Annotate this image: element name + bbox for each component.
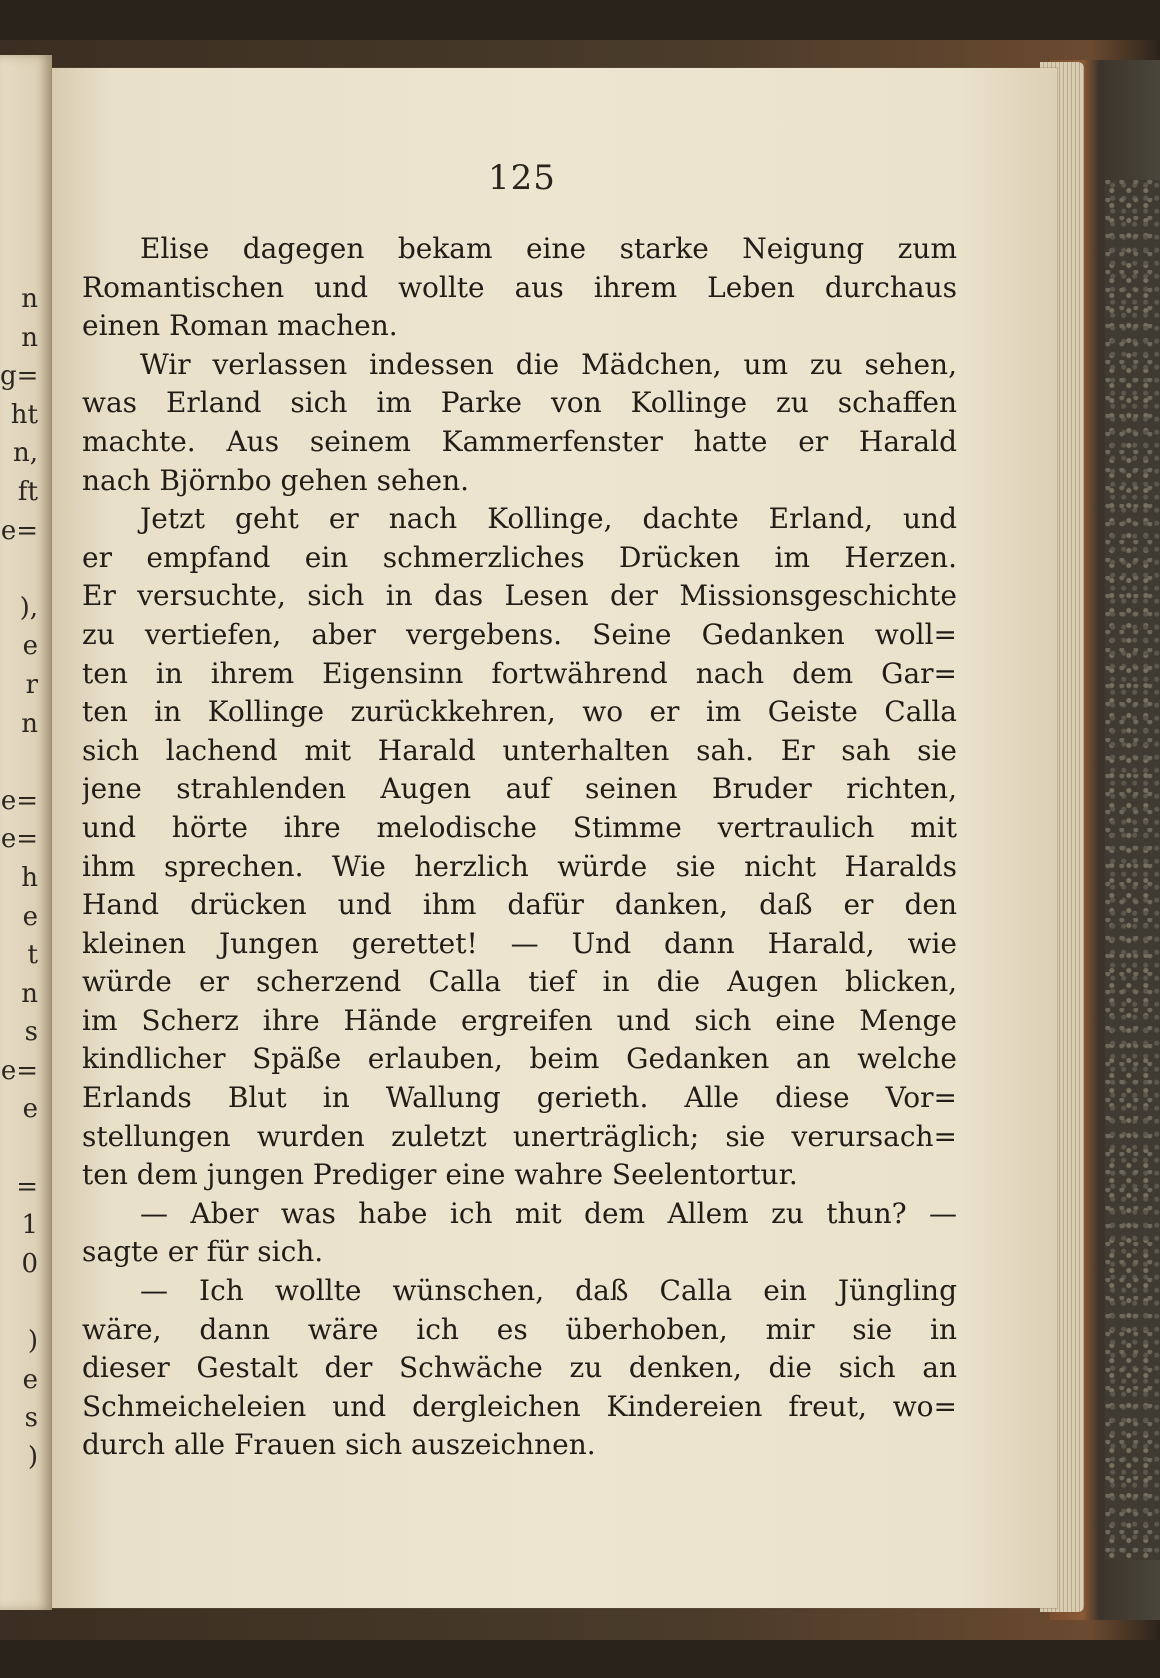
previous-page-fragment <box>0 743 52 782</box>
text-line: sich lachend mit Harald unterhalten sah. Er sah sie <box>82 733 957 767</box>
text-line: im Scherz ihre Hände ergreifen und sich eine Menge <box>82 1003 957 1037</box>
previous-page-fragment: ), <box>19 592 38 623</box>
text-line: er empfand ein schmerzliches Drücken im Herzen. <box>82 540 957 574</box>
text-line: Hand drücken und ihm dafür danken, daß er den <box>82 888 957 922</box>
text-line: Erlands Blut in Wallung gerieth. Alle diese Vor= <box>82 1081 957 1115</box>
previous-page-fragment: e= <box>0 1055 38 1086</box>
previous-page-fragment: n <box>21 284 38 314</box>
previous-page-fragment <box>0 550 52 589</box>
text-line: dieser Gestalt der Schwäche zu denken, die sich an <box>82 1351 957 1385</box>
text-line: Schmeicheleien und dergleichen Kindereien freut, wo= <box>82 1389 957 1423</box>
text-line: Wir verlassen indessen die Mädchen, um zu sehen, <box>140 347 957 381</box>
previous-page-fragment <box>0 1283 52 1322</box>
previous-page-fragment: g= <box>0 361 39 392</box>
text-line: wäre, dann wäre ich es überhoben, mir sie in <box>82 1312 957 1346</box>
text-line: kindlicher Späße erlauben, beim Gedanken an welche <box>82 1042 957 1076</box>
previous-page-fragment: e= <box>0 515 38 546</box>
book-page <box>52 68 1057 1608</box>
previous-page-fragment: e= <box>0 824 38 855</box>
previous-page-fragment: = <box>16 1171 38 1202</box>
previous-page-fragment: s <box>24 1403 38 1434</box>
previous-page-fragment: e <box>22 1094 38 1125</box>
previous-page-fragment: h <box>21 862 38 893</box>
text-line: was Erland sich im Parke von Kollinge zu schaffen <box>82 386 957 420</box>
marbled-cover <box>1105 180 1160 1560</box>
text-line: Romantischen und wollte aus ihrem Leben durchaus <box>82 270 957 304</box>
previous-page-fragment: t <box>27 940 38 971</box>
text-line: zu vertiefen, aber vergebens. Seine Gedanken woll= <box>82 617 957 651</box>
previous-page-fragment: ht <box>10 399 38 430</box>
previous-page-text-fragments <box>0 280 52 1476</box>
text-line: sagte er für sich. <box>82 1235 324 1269</box>
previous-page-fragment: ) <box>27 1326 38 1357</box>
text-line: einen Roman machen. <box>82 309 398 343</box>
previous-page-fragment: n, <box>12 438 38 469</box>
page-body-text <box>82 230 957 1465</box>
previous-page-fragment: 1 <box>21 1210 38 1241</box>
previous-page-fragment: r <box>25 669 38 700</box>
previous-page-fragment: e <box>22 901 38 932</box>
text-line: würde er scherzend Calla tief in die Augen blicken, <box>82 965 957 999</box>
text-line: ten in Kollinge zurückkehren, wo er im Geiste Calla <box>82 695 957 729</box>
text-line: ten dem jungen Prediger eine wahre Seelentortur. <box>82 1158 798 1192</box>
previous-page-fragment: n <box>21 978 38 1009</box>
previous-page-fragment: ft <box>17 476 38 507</box>
previous-page-fragment: e= <box>0 785 38 816</box>
text-line: ten in ihrem Eigensinn fortwährend nach dem Gar= <box>82 656 957 690</box>
previous-page-edge <box>0 55 52 1610</box>
page-number: 125 <box>488 158 556 198</box>
text-line: machte. Aus seinem Kammerfenster hatte er Harald <box>82 424 957 458</box>
previous-page-fragment <box>0 1129 52 1168</box>
previous-page-fragment: ) <box>27 1441 38 1472</box>
text-line: — Ich wollte wünschen, daß Calla ein Jüngling <box>140 1274 957 1308</box>
text-line: — Aber was habe ich mit dem Allem zu thun? — <box>140 1196 957 1230</box>
text-line: und hörte ihre melodische Stimme vertraulich mit <box>82 810 957 844</box>
previous-page-fragment: s <box>24 1017 38 1048</box>
text-line: Elise dagegen bekam eine starke Neigung zum <box>140 232 957 265</box>
previous-page-fragment: e <box>22 1364 38 1395</box>
text-line: jene strahlenden Augen auf seinen Bruder richten, <box>82 772 957 806</box>
previous-page-fragment: n <box>21 708 38 739</box>
text-line: Jetzt geht er nach Kollinge, dachte Erland, und <box>140 502 957 536</box>
text-line: nach Björnbo gehen sehen. <box>82 463 470 497</box>
text-line: durch alle Frauen sich auszeichnen. <box>82 1428 596 1462</box>
previous-page-fragment: n <box>21 322 38 353</box>
text-line: Er versuchte, sich in das Lesen der Missionsgeschichte <box>82 579 957 613</box>
previous-page-fragment: e <box>22 631 38 662</box>
text-line: ihm sprechen. Wie herzlich würde sie nicht Haralds <box>82 849 957 883</box>
text-line: stellungen wurden zuletzt unerträglich; sie verursach= <box>82 1119 957 1153</box>
previous-page-fragment: 0 <box>21 1248 38 1279</box>
text-line: kleinen Jungen gerettet! — Und dann Harald, wie <box>82 926 957 960</box>
